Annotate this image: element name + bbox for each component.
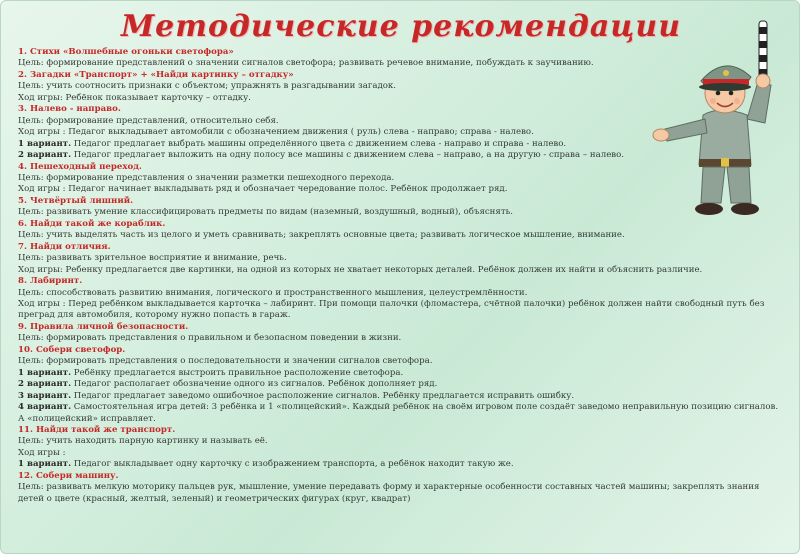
body-text: Педагог предлагает выбрать машины определённого цвета с движением слева - направо и справа - налево. xyxy=(71,138,567,149)
heading-text: 11. Найди такой же транспорт. xyxy=(18,424,176,435)
heading-text: 10. Собери светофор. xyxy=(18,344,126,355)
body-text: Цель: учить находить парную картинку и называть её. xyxy=(18,436,268,447)
variant-label: 2 вариант. xyxy=(18,379,72,390)
text-line xyxy=(18,356,768,367)
heading-text: 3. Налево - направо. xyxy=(18,104,121,115)
heading-text: 5. Четвёртый лишний. xyxy=(18,195,134,206)
body-text: Ход игры : xyxy=(18,447,66,458)
body-text: Ход игры: Ребёнок показывает карточку – отгадку. xyxy=(18,92,251,103)
body-text: Педагог предлагает заведомо ошибочное расположение сигналов. Ребёнку предлагается исправить ошибку. xyxy=(71,390,575,401)
section-heading xyxy=(18,345,768,356)
text-line xyxy=(18,391,768,402)
text-line xyxy=(18,368,768,379)
text-line xyxy=(18,414,768,425)
heading-text: 8. Лабиринт. xyxy=(18,276,83,287)
text-line xyxy=(18,379,768,390)
section-heading xyxy=(18,219,768,230)
body-text: А «полицейский» исправляет. xyxy=(18,413,156,424)
body-text: Педагог располагает обозначение одного из сигналов. Ребёнок дополняет ряд. xyxy=(71,379,438,390)
heading-text: 9. Правила личной безопасности. xyxy=(18,321,189,332)
text-line xyxy=(18,230,768,241)
heading-text: 1. Стихи «Волшебные огоньки светофора» xyxy=(18,47,234,57)
heading-text: 6. Найди такой же кораблик. xyxy=(18,218,166,229)
body-text: Самостоятельная игра детей: 3 ребёнка и 1 «полицейский». Каждый ребёнок на своём игровом поле создаёт заведомо неправильную позицию сигналов. xyxy=(71,402,779,413)
body-text: Ход игры : Педагог выкладывает автомобили с обозначением движения ( руль) слева - направо; справа - налево. xyxy=(18,127,534,138)
text-line xyxy=(18,448,768,459)
body-text: Цель: формирование представлений о значении сигналов светофора; развивать речевое внимание, побуждать к заучиванию. xyxy=(18,58,594,69)
page-title: Методические рекомендации xyxy=(120,9,682,44)
section-heading xyxy=(18,322,768,333)
text-line xyxy=(18,459,768,470)
body-text: Цель: формирование представлений, относительно себя. xyxy=(18,115,279,126)
variant-label: 1 вариант. xyxy=(18,367,72,378)
body-text: Педагог предлагает выложить на одну полосу все машины с движением слева – направо, а на другую - справа – налево. xyxy=(71,150,625,161)
text-line xyxy=(18,333,768,344)
body-text: Цель: формировать представления о последовательности и значении сигналов светофора. xyxy=(18,356,433,367)
text-line xyxy=(18,482,768,505)
text-line xyxy=(18,299,768,322)
body-text: Цель: развивать умение классифицировать предметы по видам (наземный, воздушный, водный), объяснять. xyxy=(18,207,513,218)
body-text: Цель: формирование представления о значении разметки пешеходного перехода. xyxy=(18,172,395,183)
text-line xyxy=(18,288,768,299)
text-line xyxy=(18,265,768,276)
body-text: Педагог выкладывает одну карточку с изображением транспорта, а ребёнок находит такую же. xyxy=(71,459,514,470)
body-text: Цель: развивать мелкую моторику пальцев рук, мышление, умение передавать форму и характерные особенности составных частей машины; закреплять знания детей о цвете (красный, желтый, зеленый) и геометрических фигурах (круг, квадрат) xyxy=(18,482,760,504)
variant-label: 3 вариант. xyxy=(18,390,72,401)
text-line xyxy=(18,436,768,447)
section-heading xyxy=(18,276,768,287)
body-text: Цель: формировать представления о правильном и безопасном поведении в жизни. xyxy=(18,333,402,344)
body-text: Ход игры : Педагог начинает выкладывать ряд и обозначает чередование полос. Ребёнок продолжает ряд. xyxy=(18,184,508,195)
section-heading xyxy=(18,425,768,436)
text-line xyxy=(18,253,768,264)
section-heading xyxy=(18,471,768,482)
variant-label: 2 вариант. xyxy=(18,150,72,161)
heading-text: 2. Загадки «Транспорт» + «Найди картинку – отгадку» xyxy=(18,69,294,80)
body-text: Цель: учить выделять часть из целого и уметь сравнивать; закреплять основные цвета; развивать логическое мышление, внимание. xyxy=(18,230,625,241)
heading-text: 7. Найди отличия. xyxy=(18,241,111,252)
variant-label: 4 вариант. xyxy=(18,402,72,413)
heading-text: 12. Собери машину. xyxy=(18,470,119,481)
variant-label: 1 вариант. xyxy=(18,138,72,149)
body-text: Цель: развивать зрительное восприятие и внимание, речь. xyxy=(18,253,287,264)
policeman-illustration xyxy=(651,19,800,219)
section-heading xyxy=(18,242,768,253)
variant-label: 1 вариант. xyxy=(18,459,72,470)
body-text: Ход игры : Перед ребёнком выкладывается карточка – лабиринт. При помощи палочки (фломастера, счётной палочки) ребёнок должен найти свободный путь без преград для автомобиля, которому нужно попасть в гараж. xyxy=(18,298,765,321)
body-text: Ребёнку предлагается выстроить правильное расположение светофора. xyxy=(71,367,404,378)
heading-text: 4. Пешеходный переход. xyxy=(18,161,142,172)
body-text: Цель: учить соотносить признаки с объектом; упражнять в разгадывании загадок. xyxy=(18,81,397,92)
text-line xyxy=(18,402,779,413)
body-text: Ход игры: Ребенку предлагается две картинки, на одной из которых не хватает некоторых деталей. Ребёнок должен их найти и объяснить различие. xyxy=(18,264,703,275)
body-text: Цель: способствовать развитию внимания, логического и пространственного мышления, целеустремлённости. xyxy=(18,287,528,298)
